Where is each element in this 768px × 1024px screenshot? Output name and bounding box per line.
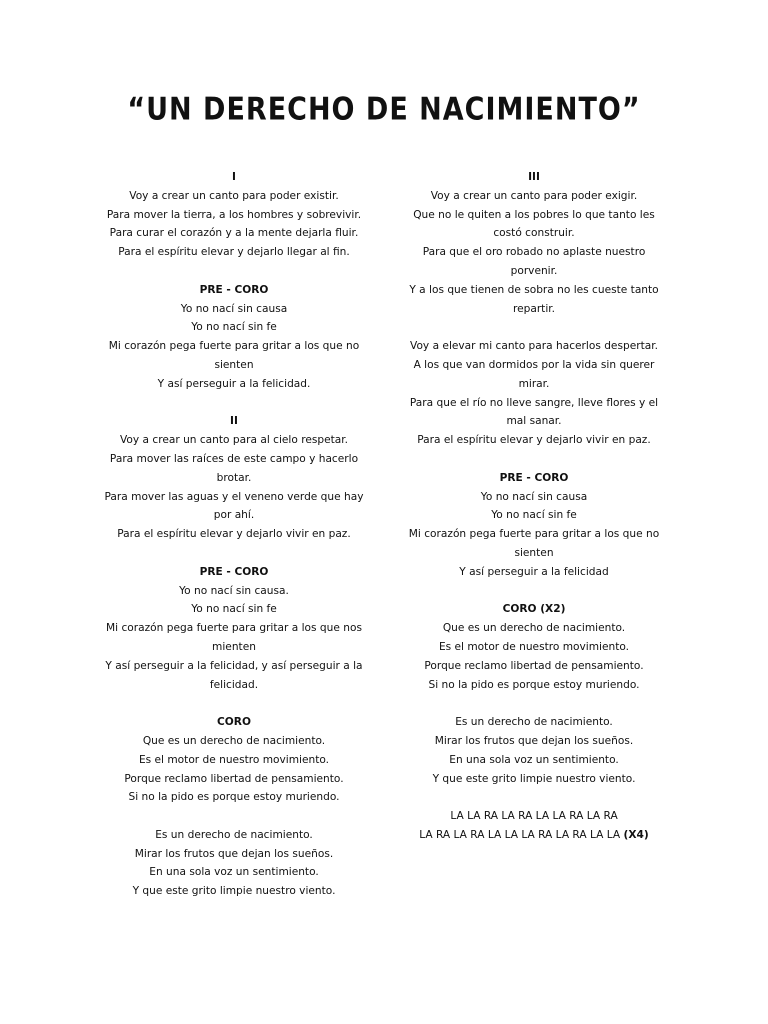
song-title: “UN DERECHO DE NACIMIENTO” xyxy=(127,92,641,128)
lyrics-stanza xyxy=(99,168,369,262)
lyric-line: Yo no nací sin fe xyxy=(191,321,277,334)
lyric-line: Si no la pido es porque estoy muriendo. xyxy=(128,791,340,804)
lyric-line: En una sola voz un sentimiento. xyxy=(449,753,619,766)
lyric-line: Mi corazón pega fuerte para gritar a los que no sienten xyxy=(408,528,660,559)
lyric-line: Que es un derecho de nacimiento. xyxy=(442,622,626,635)
outro-line: LA LA RA LA RA LA LA RA LA RA xyxy=(450,810,618,823)
stanza-heading: PRE - CORO xyxy=(199,565,269,578)
lyric-line: Yo no nací sin causa. xyxy=(179,584,289,597)
stanza-heading: I xyxy=(232,171,236,183)
lyric-line: Y que este grito limpie nuestro viento. xyxy=(132,885,336,898)
lyric-line: Mirar los frutos que dejan los sueños. xyxy=(134,847,334,860)
lyric-line: Para el espíritu elevar y dejarlo vivir en paz. xyxy=(117,528,351,541)
lyric-line: Y así perseguir a la felicidad xyxy=(459,565,609,578)
lyric-line: A los que van dormidos por la vida sin querer mirar. xyxy=(413,358,655,390)
stanza-heading: CORO (X2) xyxy=(502,603,566,616)
lyric-line: Para que el oro robado no aplaste nuestro porvenir. xyxy=(422,246,646,277)
lyrics-stanza xyxy=(399,713,669,788)
lyric-line: Voy a crear un canto para al cielo respetar. xyxy=(119,434,349,447)
stanza-heading: PRE - CORO xyxy=(499,471,569,484)
lyric-line: Yo no nací sin causa xyxy=(180,302,288,315)
lyric-line: Es el motor de nuestro movimiento. xyxy=(438,640,630,653)
lyrics-stanza xyxy=(99,281,369,394)
lyrics-stanza xyxy=(99,826,369,901)
lyric-line: Y que este grito limpie nuestro viento. xyxy=(432,772,636,785)
lyrics-stanza xyxy=(99,713,369,807)
lyrics-stanza xyxy=(399,469,669,582)
lyric-line: Yo no nací sin fe xyxy=(191,603,277,616)
lyric-line: Que no le quiten a los pobres lo que tanto les costó construir. xyxy=(413,208,655,240)
lyrics-stanza xyxy=(399,600,669,694)
lyric-line: Que es un derecho de nacimiento. xyxy=(142,734,326,747)
lyric-line: En una sola voz un sentimiento. xyxy=(149,866,319,879)
lyric-line: Voy a elevar mi canto para hacerlos despertar. xyxy=(410,340,658,353)
lyric-line: Voy a crear un canto para poder existir. xyxy=(129,189,339,202)
outro-line xyxy=(399,826,669,845)
stanza-heading: PRE - CORO xyxy=(199,283,269,296)
lyric-line: Para mover las aguas y el veneno verde que hay por ahí. xyxy=(104,490,364,522)
lyric-line: Mirar los frutos que dejan los sueños. xyxy=(434,734,634,747)
lyric-line: Mi corazón pega fuerte para gritar a los que nos mienten xyxy=(106,622,362,653)
left-column xyxy=(99,168,369,920)
lyric-line: Es el motor de nuestro movimiento. xyxy=(138,753,330,766)
outro-stanza xyxy=(399,807,669,845)
stanza-heading: II xyxy=(230,415,238,428)
stanza-heading: III xyxy=(528,171,540,183)
lyric-line: Si no la pido es porque estoy muriendo. xyxy=(428,678,640,691)
lyric-line: Y así perseguir a la felicidad. xyxy=(157,377,311,390)
right-column xyxy=(399,168,669,863)
lyrics-stanza xyxy=(399,168,669,318)
lyric-line: Mi corazón pega fuerte para gritar a los que no sienten xyxy=(108,340,360,371)
lyric-line: Porque reclamo libertad de pensamiento. xyxy=(424,659,644,672)
lyric-line: Para mover las raíces de este campo y hacerlo brotar. xyxy=(109,452,359,484)
lyric-line: Voy a crear un canto para poder exigir. xyxy=(430,189,638,202)
lyric-line: Es un derecho de nacimiento. xyxy=(455,716,613,729)
lyric-line: Yo no nací sin causa xyxy=(480,490,588,503)
lyrics-stanza xyxy=(99,412,369,544)
stanza-heading: CORO xyxy=(217,716,251,729)
lyric-line: Para el espíritu elevar y dejarlo llegar al fin. xyxy=(118,246,350,259)
lyric-line: Para curar el corazón y a la mente dejarla fluir. xyxy=(109,227,359,240)
lyrics-stanza xyxy=(99,563,369,695)
repeat-marker: (X4) xyxy=(623,828,649,841)
lyrics-stanza xyxy=(399,337,669,450)
lyric-line: Para mover la tierra, a los hombres y sobrevivir. xyxy=(106,208,362,221)
lyric-line: Y así perseguir a la felicidad, y así perseguir a la felicidad. xyxy=(105,659,363,691)
lyric-line: Para el espíritu elevar y dejarlo vivir en paz. xyxy=(417,434,651,447)
lyric-line: Porque reclamo libertad de pensamiento. xyxy=(124,772,344,785)
lyric-line: Yo no nací sin fe xyxy=(491,509,577,522)
outro-line-text: LA RA LA RA LA LA LA RA LA RA LA LA xyxy=(419,828,621,841)
lyric-line: Y a los que tienen de sobra no les cueste tanto repartir. xyxy=(409,283,659,315)
lyric-line: Para que el río no lleve sangre, lleve flores y el mal sanar. xyxy=(409,396,659,428)
lyric-line: Es un derecho de nacimiento. xyxy=(155,828,313,841)
